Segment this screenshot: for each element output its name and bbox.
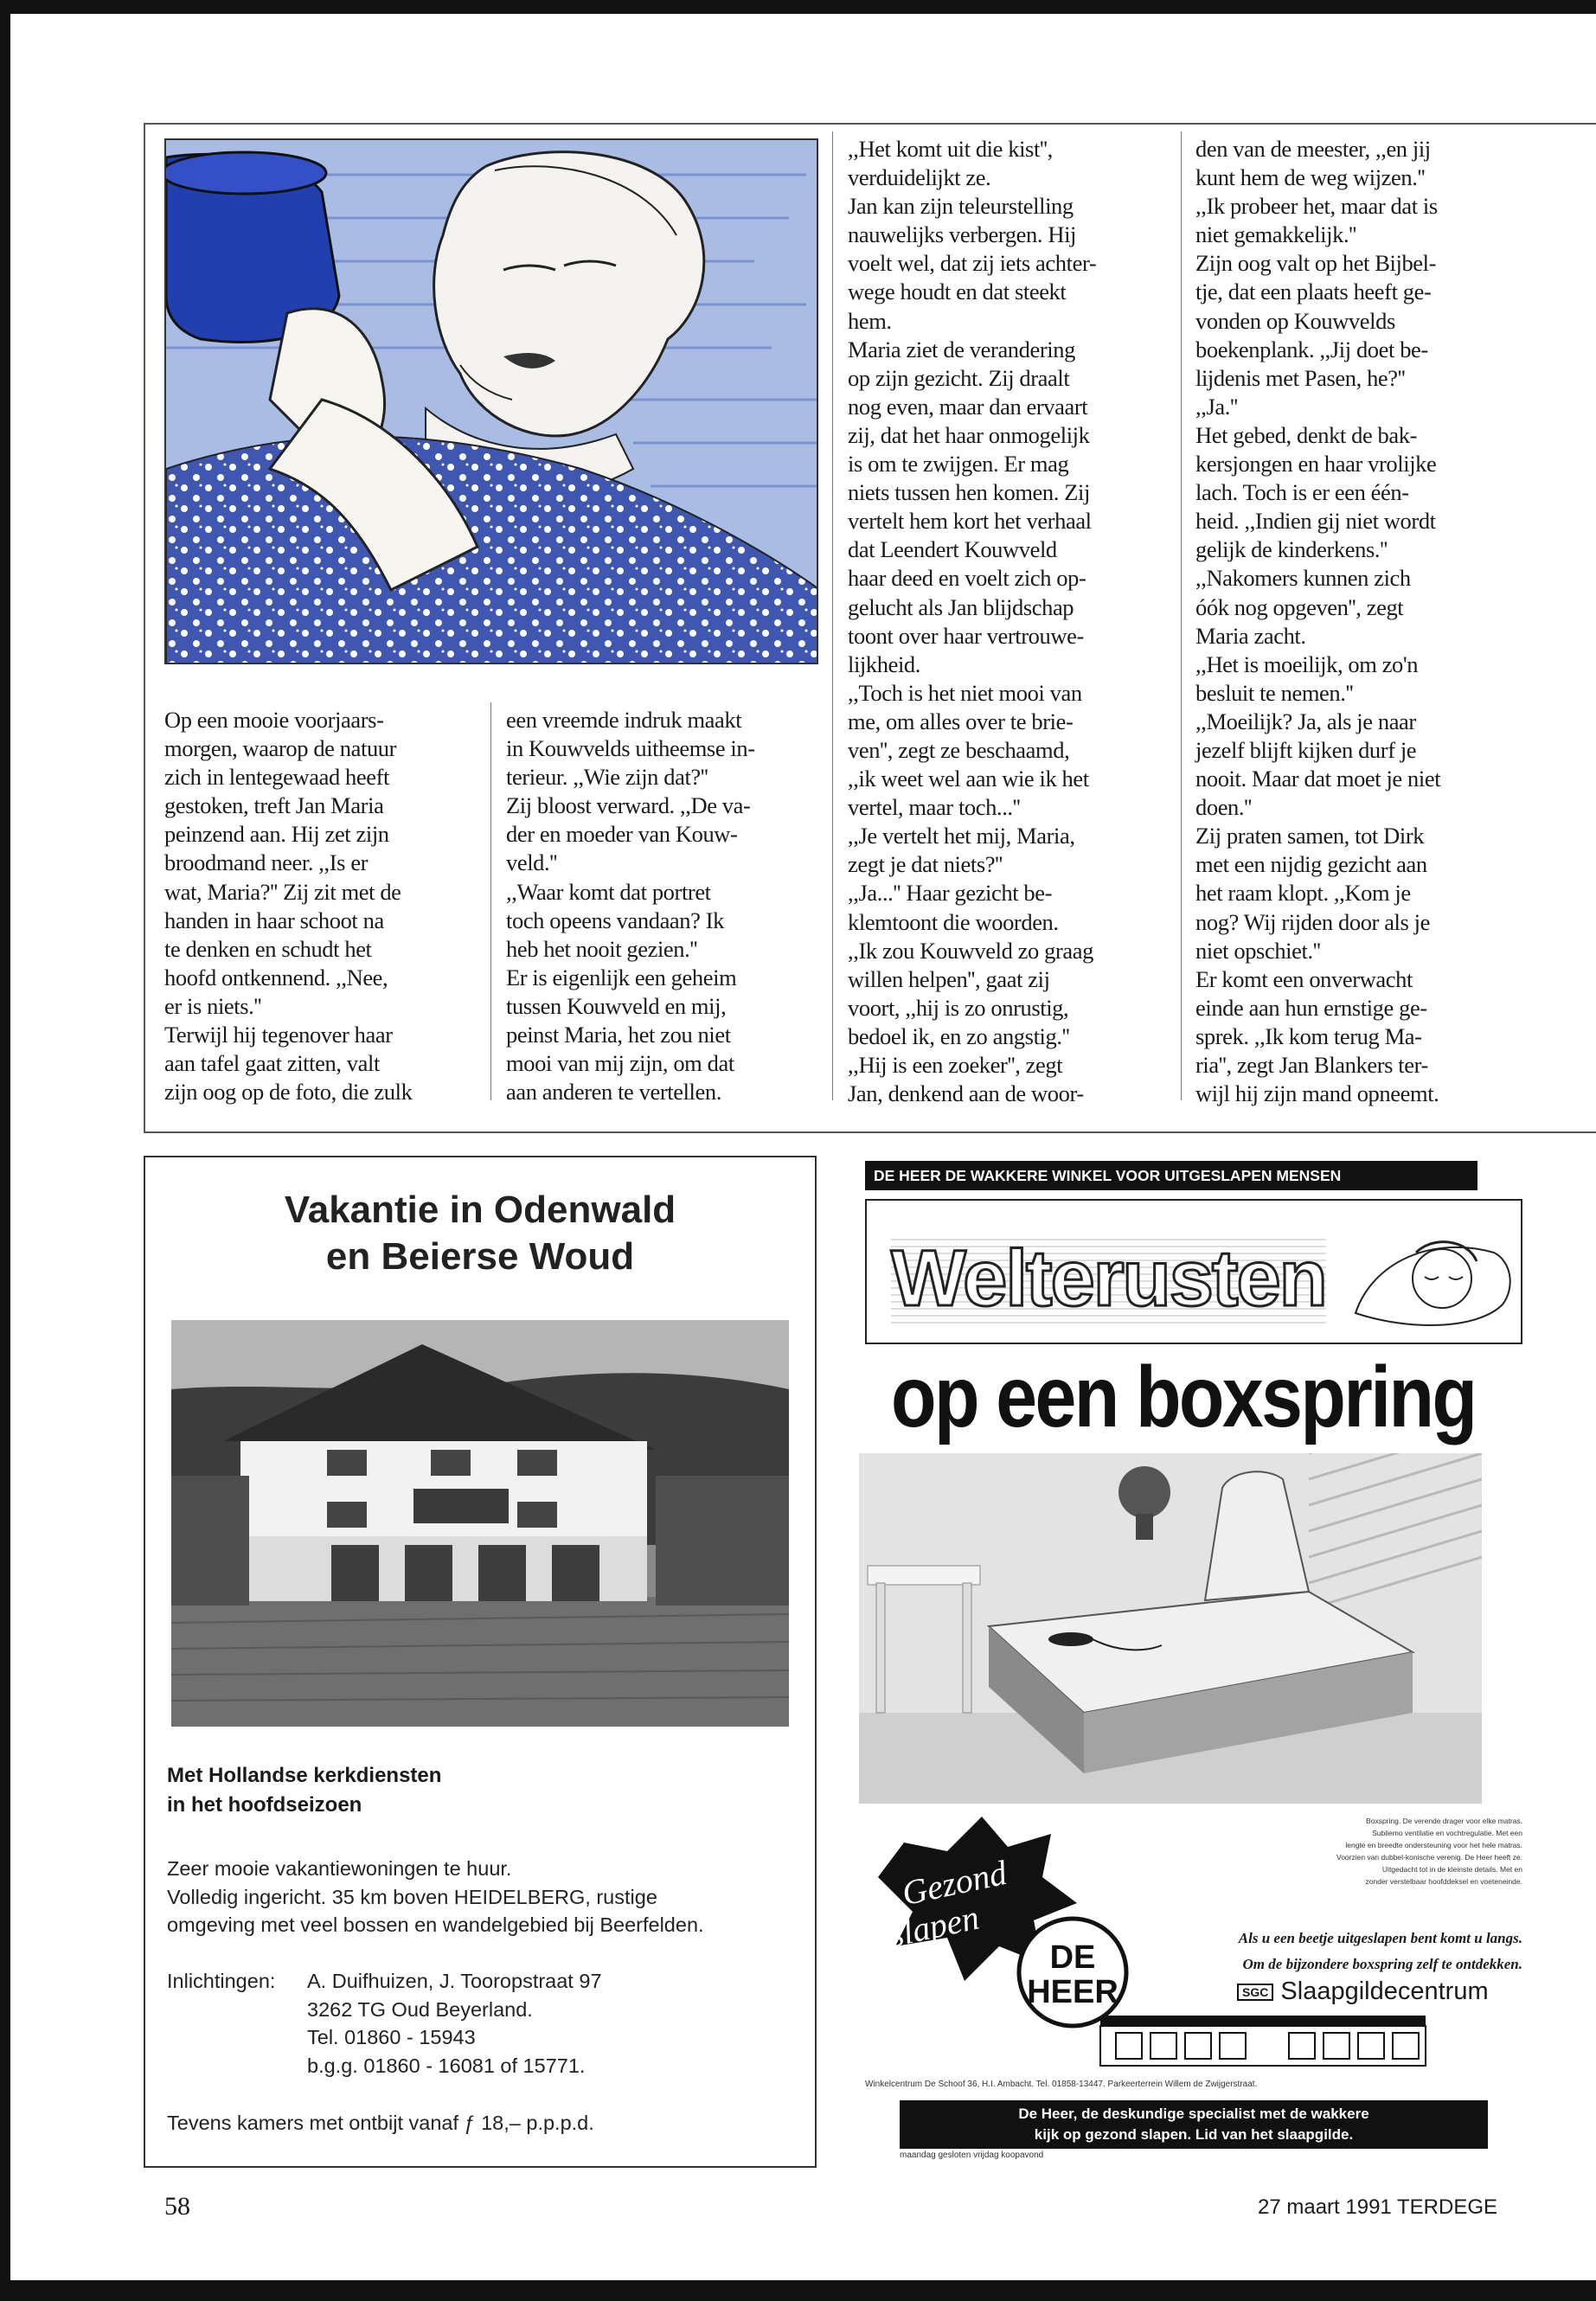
- boxspring-slogan: [1081, 1926, 1522, 1977]
- story-column-3: [848, 135, 1159, 1108]
- story-line: ,,Waar komt dat portret: [506, 878, 711, 905]
- story-line: wijl hij zijn mand opneemt.: [1195, 1080, 1439, 1107]
- story-line: kunt hem de weg wijzen.'': [1195, 164, 1426, 191]
- story-line: ,,Ik zou Kouwveld zo graag: [848, 937, 1093, 964]
- gezond-slapen-badge: [852, 1808, 1146, 2041]
- story-line: haar deed en voelt zich op-: [848, 565, 1086, 592]
- column-rule: [1181, 131, 1182, 1100]
- ad-odenwald-title: [0, 1187, 960, 1280]
- story-line: is om te zwijgen. Er mag: [848, 451, 1069, 478]
- story-line: ven'', zegt ze beschaamd,: [848, 736, 1070, 763]
- story-line: ,,ik weet wel aan wie ik het: [848, 766, 1089, 792]
- story-line: nog even, maar dan ervaart: [848, 393, 1088, 420]
- story-line: aan tafel gaat zitten, valt: [164, 1050, 380, 1077]
- woman-with-jar-drawing: [166, 140, 818, 664]
- story-line: veld.'': [506, 849, 557, 876]
- story-line: me, om alles over te brie-: [848, 708, 1074, 734]
- welterusten-text: Welterusten: [891, 1234, 1326, 1323]
- story-line: der en moeder van Kouw-: [506, 821, 738, 848]
- story-line: gelucht als Jan blijdschap: [848, 593, 1074, 620]
- small-print-line: Boxspring. De verende drager voor elke matras.: [1366, 1817, 1522, 1825]
- ad-odenwald-info-label: Inlichtingen:: [167, 1970, 276, 1992]
- story-line: zijn oog op de foto, die zulk: [164, 1079, 413, 1106]
- story-line: wege houdt en dat steekt: [848, 279, 1067, 305]
- tagline-line: De Heer, de deskundige specialist met de wakkere: [1018, 2106, 1369, 2122]
- story-line: zij, dat het haar onmogelijk: [848, 421, 1090, 448]
- publication-date: 27 maart 1991 TERDEGE: [1258, 2195, 1498, 2219]
- story-line: ,,Ja.'': [1195, 393, 1238, 420]
- title-line: en Beierse Woud: [325, 1235, 635, 1278]
- story-line: Maria zacht.: [1195, 622, 1306, 649]
- bed-photo-image: [859, 1453, 1482, 1804]
- story-line: ria'', zegt Jan Blankers ter-: [1195, 1052, 1428, 1078]
- column-rule: [490, 702, 491, 1100]
- story-line: met een nijdig gezicht aan: [1195, 851, 1427, 878]
- boxspring-bed-photo: [859, 1453, 1482, 1804]
- story-line: toont over haar vertrouwe-: [848, 622, 1084, 649]
- story-line: mooi van mij zijn, om dat: [506, 1050, 734, 1077]
- story-line: wat, Maria?'' Zij zit met de: [164, 878, 401, 905]
- story-line: handen in haar schoot na: [164, 907, 384, 933]
- story-line: Er komt een onverwacht: [1195, 965, 1413, 992]
- store-address: Winkelcentrum De Schoof 36, H.I. Ambacht. Tel. 01858-13447. Parkeerterrein Willem de Zwijgerstraat.: [865, 2080, 1258, 2089]
- logo-word: HEER: [1027, 1974, 1118, 2010]
- de-heer-tagline-box: [900, 2100, 1488, 2149]
- ad-odenwald-info: [307, 1967, 602, 2080]
- info-line: Tel. 01860 - 15943: [307, 2026, 476, 2048]
- story-line: het raam klopt. ,,Kom je: [1195, 880, 1411, 907]
- story-line: hoofd ontkennend. ,,Nee,: [164, 964, 388, 990]
- store-front-drawing: [1099, 2009, 1427, 2069]
- body-line: omgeving met veel bossen en wandelgebied bij Beerfelden.: [167, 1913, 704, 1936]
- story-line: vertelt hem kort het verhaal: [848, 508, 1092, 535]
- small-print-line: Voorzien van dubbel-konische verenig. De Heer heeft ze.: [1336, 1853, 1522, 1862]
- story-line: ,,Het is moeilijk, om zo'n: [1195, 651, 1419, 677]
- story-line: morgen, waarop de natuur: [164, 735, 397, 762]
- small-print-line: Uitgedacht tot in de kleinste details. Met en: [1381, 1865, 1522, 1874]
- story-line: hem.: [848, 307, 892, 334]
- story-line: Zij praten samen, tot Dirk: [1195, 823, 1425, 849]
- info-line: A. Duifhuizen, J. Tooropstraat 97: [307, 1970, 602, 1992]
- story-line: toch opeens vandaan? Ik: [506, 907, 725, 933]
- story-line: broodmand neer. ,,Is er: [164, 849, 369, 876]
- story-line: Maria ziet de verandering: [848, 336, 1075, 362]
- story-line: nooit. Maar dat moet je niet: [1195, 766, 1441, 792]
- story-line: ,,Het komt uit die kist'',: [848, 136, 1053, 162]
- story-line: boekenplank. ,,Jij doet be-: [1195, 336, 1428, 362]
- story-line: doen.'': [1195, 794, 1252, 821]
- story-line: te denken en schudt het: [164, 935, 372, 962]
- slaapgildecentrum-label: [1237, 1977, 1489, 2006]
- story-line: jezelf blijft kijken durf je: [1195, 736, 1417, 763]
- story-line: zich in lentegewaad heeft: [164, 764, 390, 791]
- story-line: ,,Moeilijk? Ja, als je naar: [1195, 708, 1416, 734]
- story-line: óók nog opgeven'', zegt: [1195, 593, 1404, 620]
- info-line: 3262 TG Oud Beyerland.: [307, 1997, 533, 2021]
- boxspring-headline: op een boxspring: [891, 1349, 1476, 1445]
- story-line: heid. ,,Indien gij niet wordt: [1195, 508, 1436, 535]
- story-line: vonden op Kouwvelds: [1195, 307, 1395, 334]
- story-line: bedoel ik, en zo angstig.'': [848, 1022, 1070, 1049]
- story-line: ,,Je vertelt het mij, Maria,: [848, 823, 1075, 849]
- small-print-line: zonder verstelbaar hoofddeksel en voeteneinde.: [1365, 1877, 1522, 1886]
- ad-odenwald-subtitle: [167, 1761, 441, 1820]
- story-line: aan anderen te vertellen.: [506, 1079, 721, 1106]
- story-line: besluit te nemen.'': [1195, 679, 1354, 706]
- story-line: sprek. ,,Ik kom terug Ma-: [1195, 1022, 1422, 1049]
- ad-boxspring-topbar: [865, 1161, 1477, 1190]
- story-line: lijkheid.: [848, 651, 920, 677]
- opening-hours: maandag gesloten vrijdag koopavond: [900, 2150, 1044, 2160]
- story-line: niet opschiet.'': [1195, 937, 1321, 964]
- story-line: dat Leendert Kouwveld: [848, 536, 1057, 563]
- story-column-4: [1195, 135, 1507, 1108]
- centrum-name: Slaapgildecentrum: [1280, 1977, 1489, 2005]
- story-line: Jan kan zijn teleurstelling: [848, 193, 1074, 220]
- subtitle-line: Met Hollandse kerkdiensten: [167, 1764, 442, 1787]
- page-border-bottom: [0, 2280, 1596, 2301]
- story-line: op zijn gezicht. Zij draalt: [848, 364, 1070, 391]
- story-line: peinzend aan. Hij zet zijn: [164, 821, 389, 848]
- title-line: Vakantie in Odenwald: [284, 1189, 676, 1231]
- story-line: Jan, denkend aan de woor-: [848, 1080, 1084, 1107]
- story-line: Het gebed, denkt de bak-: [1195, 421, 1418, 448]
- story-line: ,,Ik probeer het, maar dat is: [1195, 193, 1438, 220]
- body-line: Zeer mooie vakantiewoningen te huur.: [167, 1857, 512, 1880]
- badge-word: slapen: [886, 1897, 983, 1955]
- ad-odenwald-body: [167, 1855, 704, 1939]
- subtitle-line: in het hoofdseizoen: [167, 1793, 362, 1817]
- story-line: willen helpen'', gaat zij: [848, 965, 1050, 992]
- story-line: niets tussen hen komen. Zij: [848, 479, 1090, 506]
- story-line: voort, ,,hij is zo onrustig,: [848, 994, 1069, 1021]
- sleeping-child-icon: [1338, 1209, 1520, 1339]
- story-line: klemtoont die woorden.: [848, 908, 1059, 935]
- welterusten-panel: [865, 1199, 1522, 1344]
- story-line: ,,Ja...'' Haar gezicht be-: [848, 880, 1053, 907]
- story-column-1: [164, 706, 476, 1106]
- small-print-line: Subliemo ventilatie en vochtregulatie. Met een: [1372, 1829, 1522, 1837]
- story-line: Zij bloost verward. ,,De va-: [506, 792, 751, 819]
- info-line: b.g.g. 01860 - 16081 of 15771.: [307, 2054, 586, 2077]
- story-line: een vreemde indruk maakt: [506, 707, 742, 733]
- story-line: terieur. ,,Wie zijn dat?'': [506, 764, 708, 791]
- story-line: er is niets.'': [164, 992, 262, 1019]
- column-rule: [832, 131, 833, 1100]
- page-border-left: [0, 0, 10, 2301]
- story-illustration: [164, 138, 818, 664]
- story-line: Zijn oog valt op het Bijbel-: [1195, 250, 1437, 277]
- story-line: tussen Kouwveld en mij,: [506, 992, 727, 1019]
- story-line: voelt wel, dat zij iets achter-: [848, 250, 1097, 277]
- story-line: vertel, maar toch...'': [848, 794, 1021, 821]
- story-line: kersjongen en haar vrolijke: [1195, 451, 1437, 478]
- house-photo: [171, 1320, 789, 1727]
- story-line: in Kouwvelds uitheemse in-: [506, 735, 755, 762]
- story-line: Op een mooie voorjaars-: [164, 707, 384, 733]
- logo-word: DE: [1049, 1939, 1096, 1976]
- tagline-line: kijk op gezond slapen. Lid van het slaapgilde.: [1034, 2126, 1354, 2143]
- story-line: gelijk de kinderkens.'': [1195, 536, 1388, 563]
- story-line: ,,Nakomers kunnen zich: [1195, 565, 1411, 592]
- ad-odenwald-footer: Tevens kamers met ontbijt vanaf ƒ 18,– p.p.p.d.: [167, 2112, 594, 2134]
- small-print-line: lengte en breedte ondersteuning voor het hele matras.: [1345, 1841, 1522, 1849]
- story-line: den van de meester, ,,en jij: [1195, 136, 1431, 162]
- story-line: ,,Hij is een zoeker'', zegt: [848, 1052, 1063, 1078]
- story-line: Terwijl hij tegenover haar: [164, 1022, 393, 1048]
- story-line: heb het nooit gezien.'': [506, 935, 698, 962]
- topbar-text: DE HEER DE WAKKERE WINKEL VOOR UITGESLAPEN MENSEN: [874, 1167, 1342, 1184]
- story-line: peinst Maria, het zou niet: [506, 1022, 731, 1048]
- story-line: gestoken, treft Jan Maria: [164, 792, 384, 819]
- story-line: tje, dat een plaats heeft ge-: [1195, 279, 1432, 305]
- house-photo-image: [171, 1320, 789, 1727]
- page-border-top: [0, 0, 1596, 14]
- story-line: verduidelijkt ze.: [848, 164, 991, 191]
- badge-word: Gezond: [898, 1852, 1010, 1913]
- slogan-line: Als u een beetje uitgeslapen bent komt u langs.: [1238, 1930, 1522, 1946]
- story-line: niet gemakkelijk.'': [1195, 221, 1356, 248]
- body-line: Volledig ingericht. 35 km boven HEIDELBERG, rustige: [167, 1885, 657, 1908]
- story-line: lach. Toch is er een één-: [1195, 479, 1409, 506]
- story-line: Er is eigenlijk een geheim: [506, 964, 737, 990]
- story-line: einde aan hun ernstige ge-: [1195, 994, 1427, 1021]
- story-line: nog? Wij rijden door als je: [1195, 908, 1430, 935]
- story-line: lijdenis met Pasen, he?'': [1195, 364, 1406, 391]
- story-line: nauwelijks verbergen. Hij: [848, 221, 1077, 248]
- story-line: ,,Toch is het niet mooi van: [848, 679, 1082, 706]
- boxspring-small-print: [1163, 1815, 1522, 1888]
- page-number: 58: [164, 2192, 190, 2221]
- story-line: zegt je dat niets?'': [848, 851, 1003, 878]
- story-column-2: [506, 706, 817, 1106]
- sgc-logo: SGC: [1237, 1984, 1273, 2001]
- slogan-line: Om de bijzondere boxspring zelf te ontdekken.: [1242, 1956, 1522, 1972]
